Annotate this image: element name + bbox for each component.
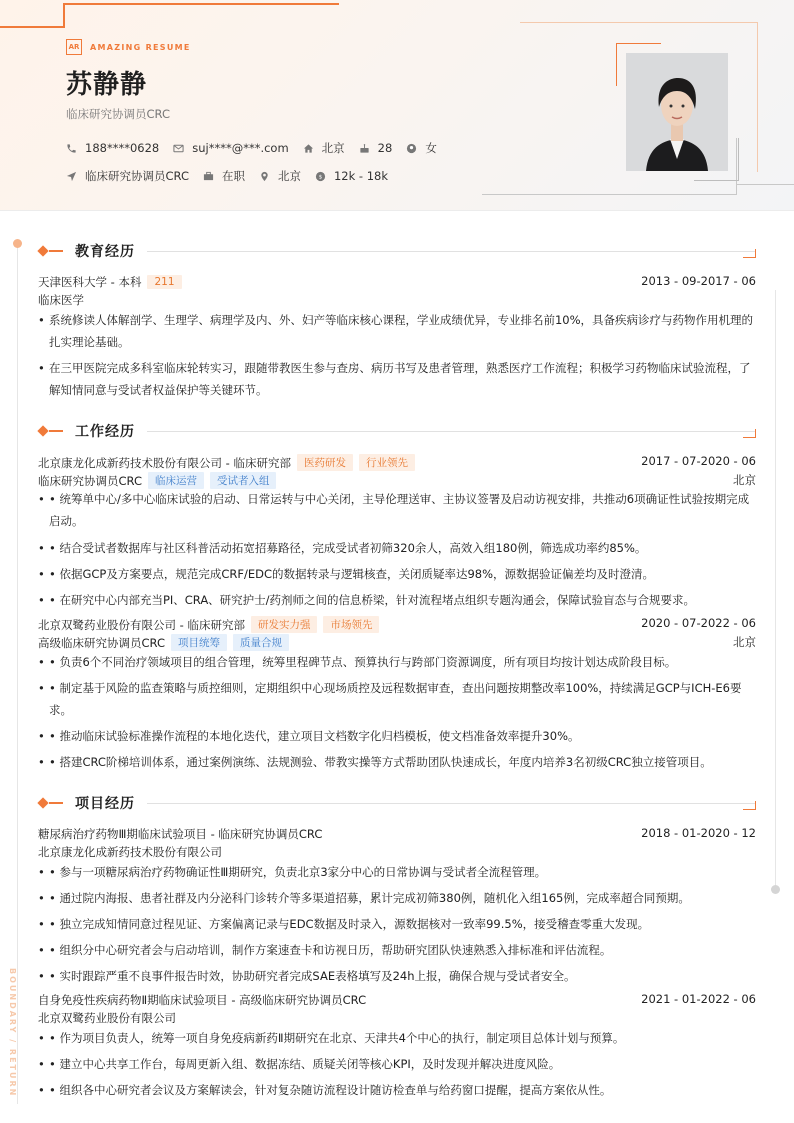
- job-header: [38, 454, 756, 471]
- project-org-row: [38, 844, 756, 860]
- contact-row: [66, 140, 451, 156]
- company-tag: 医药研发: [297, 454, 353, 471]
- role-tag: 质量合规: [233, 634, 289, 651]
- decor-line: [0, 26, 64, 28]
- intent-city: [259, 168, 301, 184]
- project-org: 北京康龙化成新药技术股份有限公司: [38, 845, 222, 859]
- list-item: • • 依据GCP及方案要点，规范完成CRF/EDC的数据转录与逻辑核查，关闭质疑率达98%，源数据验证偏差均及时澄清。: [38, 567, 655, 581]
- project-date: 2018 - 01-2020 - 12: [641, 826, 756, 840]
- brand: [66, 39, 191, 55]
- intent-row: [66, 168, 402, 184]
- education-row: [38, 274, 756, 290]
- job-city: 北京: [733, 473, 756, 487]
- divider: [147, 431, 755, 432]
- job-role-row: [38, 634, 756, 651]
- job-date: 2017 - 07-2020 - 06: [641, 454, 756, 468]
- diamond-icon: [37, 245, 48, 256]
- job-role: 高级临床研究协调员CRC: [38, 635, 165, 650]
- list-item: • • 独立完成知情同意过程见证、方案偏离记录与EDC数据及时录入，源数据核对一致率99.5%，接受稽查零重大发现。: [38, 917, 650, 931]
- role-tag: 项目统筹: [171, 634, 227, 651]
- list-item: • • 通过院内海报、患者社群及内分泌科门诊转介等多渠道招募，累计完成初筛380例，随机化入组165例，完成率超合同预期。: [38, 891, 690, 905]
- decor-line: [49, 250, 63, 252]
- project-header: [38, 992, 756, 1008]
- list-item: • • 统筹单中心/多中心临床试验的启动、日常运转与中心关闭，主导伦理送审、主协议签署及启动访视安排，共推动6项确证性试验按期完成启动。: [38, 492, 750, 528]
- section-work: [37, 421, 756, 441]
- project-org-row: [38, 1010, 756, 1026]
- phone-text: 188****0628: [85, 141, 160, 155]
- contact-age: [359, 141, 393, 155]
- decor-line: [757, 22, 758, 172]
- intent-status: [203, 168, 245, 184]
- decor-corner: [743, 429, 756, 438]
- job-date: 2020 - 07-2022 - 06: [641, 616, 756, 630]
- list-item: • • 搭建CRC阶梯培训体系，通过案例演练、法规测验、带教实操等方式帮助团队快速成长，年度内培养3名初级CRC独立接管项目。: [38, 755, 712, 769]
- major: 临床医学: [38, 293, 84, 307]
- decor-line: [736, 184, 794, 185]
- company-tag: 研发实力强: [251, 616, 318, 633]
- decor-corner: [743, 801, 756, 810]
- resume-header: [0, 0, 794, 211]
- company-name: 北京康龙化成新药技术股份有限公司 - 临床研究部: [38, 455, 291, 470]
- company-name: 北京双鹭药业股份有限公司 - 临床研究部: [38, 617, 245, 632]
- decor-line: [482, 194, 737, 195]
- job-role: 临床研究协调员CRC: [38, 473, 142, 488]
- list-item: • • 建立中心共享工作台，每周更新入组、数据冻结、质疑关闭等核心KPI，及时发现并解决进度风险。: [38, 1057, 561, 1071]
- contact-phone: [66, 141, 159, 155]
- candidate-title: 临床研究协调员CRC: [66, 107, 170, 121]
- decor-corner: [743, 249, 756, 258]
- contact-home: [303, 140, 345, 156]
- divider: [147, 803, 755, 804]
- list-item: • 系统修读人体解剖学、生理学、病理学及内、外、妇产等临床核心课程，学业成绩优异，专业排名前10%，具备疾病诊疗与药物作用机理的扎实理论基础。: [38, 313, 754, 349]
- candidate-name: 苏静静: [66, 70, 148, 100]
- school-name: 天津医科大学 - 本科: [38, 275, 142, 289]
- gender-icon: [406, 143, 417, 154]
- intent-salary: [315, 169, 388, 183]
- list-item: • 在三甲医院完成多科室临床轮转实习，跟随带教医生参与查房、病历书写及患者管理，熟悉医疗工作流程；积极学习药物临床试验流程，了解知情同意与受试者权益保护等关键环节。: [38, 361, 751, 397]
- brand-logo: AR: [66, 39, 82, 55]
- intent-salary-text: 12k - 18k: [333, 169, 389, 183]
- list-item: • • 在研究中心内部充当PI、CRA、研究护士/药剂师之间的信息桥梁，针对流程堵点组织专题沟通会，保障试验盲态与合规要求。: [38, 593, 696, 607]
- list-item: • • 组织各中心研究者会议及方案解读会，针对复杂随访流程设计随访检查单与给药窗口提醒，提高方案依从性。: [38, 1083, 612, 1097]
- diamond-icon: [37, 797, 48, 808]
- list-item: • • 结合受试者数据库与社区科普活动拓宽招募路径，完成受试者初筛320余人，高效入组180例，筛选成功率约85%。: [38, 541, 647, 555]
- list-item: • • 推动临床试验标准操作流程的本地化迭代，建立项目文档数字化归档模板，使文档准备效率提升30%。: [38, 729, 580, 743]
- timeline-dot: [771, 885, 780, 894]
- section-education: [37, 241, 756, 261]
- decor-line: [520, 22, 758, 23]
- company-tag: 市场领先: [323, 616, 379, 633]
- contact-email: [173, 141, 288, 155]
- age-text: 28: [377, 141, 393, 155]
- intent-status-text: 在职: [221, 169, 245, 183]
- home-text: 北京: [321, 141, 345, 155]
- section-title: 工作经历: [75, 424, 135, 440]
- decor-line: [63, 4, 65, 28]
- phone-icon: [66, 143, 77, 154]
- list-item: • • 参与一项糖尿病治疗药物确证性Ⅲ期研究，负责北京3家分中心的日常协调与受试者全流程管理。: [38, 865, 547, 879]
- list-item: • • 负责6个不同治疗领域项目的组合管理，统筹里程碑节点、预算执行与跨部门资源调度，所有项目均按计划达成阶段目标。: [38, 655, 677, 669]
- briefcase-icon: [203, 171, 214, 182]
- salary-icon: [315, 171, 326, 182]
- school-tag: 211: [147, 275, 181, 289]
- education-major-row: [38, 292, 756, 308]
- section-title: 教育经历: [75, 244, 135, 260]
- svg-text:$: $: [318, 173, 323, 180]
- send-icon: [66, 171, 77, 182]
- side-watermark: BOUNDARY / RETURN: [8, 968, 17, 1098]
- project-date: 2021 - 01-2022 - 06: [641, 992, 756, 1006]
- mail-icon: [173, 143, 184, 154]
- cake-icon: [359, 143, 370, 154]
- brand-text: AMAZING RESUME: [90, 42, 191, 52]
- education-date: 2013 - 09-2017 - 06: [641, 274, 756, 288]
- role-tag: 受试者入组: [210, 472, 277, 489]
- job-role-row: [38, 472, 756, 489]
- timeline-line: [17, 244, 18, 1104]
- timeline-line: [775, 290, 776, 888]
- job-city: 北京: [733, 635, 756, 649]
- project-name: 自身免疫性疾病药物Ⅱ期临床试验项目 - 高级临床研究协调员CRC: [38, 993, 367, 1007]
- location-icon: [259, 171, 270, 182]
- section-title: 项目经历: [75, 796, 135, 812]
- decor-line: [49, 430, 63, 432]
- job-header: [38, 616, 756, 633]
- diamond-icon: [37, 425, 48, 436]
- list-item: • • 组织分中心研究者会与启动培训，制作方案速查卡和访视日历，帮助研究团队快速熟悉入排标准和评估流程。: [38, 943, 612, 957]
- contact-gender: [406, 140, 437, 156]
- role-tag: 临床运营: [148, 472, 204, 489]
- decor-line: [63, 3, 339, 5]
- timeline-dot: [13, 239, 22, 248]
- list-item: • • 实时跟踪严重不良事件报告时效，协助研究者完成SAE表格填写及24h上报，确保合规与受试者安全。: [38, 969, 576, 983]
- intent-position-text: 临床研究协调员CRC: [85, 169, 189, 183]
- intent-position: [66, 168, 189, 184]
- company-tag: 行业领先: [359, 454, 415, 471]
- project-header: [38, 826, 756, 842]
- email-text: suj****@***.com: [192, 141, 289, 155]
- photo-frame: [694, 138, 739, 181]
- decor-line: [49, 802, 63, 804]
- intent-city-text: 北京: [277, 169, 301, 183]
- project-name: 糖尿病治疗药物Ⅲ期临床试验项目 - 临床研究协调员CRC: [38, 827, 323, 841]
- list-item: • • 制定基于风险的监查策略与质控细则，定期组织中心现场质控及远程数据审查，查出问题按期整改率100%，持续满足GCP与ICH-E6要求。: [38, 681, 742, 717]
- divider: [147, 251, 755, 252]
- list-item: • • 作为项目负责人，统筹一项自身免疫病新药Ⅱ期研究在北京、天津共4个中心的执行，制定项目总体计划与预算。: [38, 1031, 625, 1045]
- home-icon: [303, 143, 314, 154]
- section-projects: [37, 793, 756, 813]
- project-org: 北京双鹭药业股份有限公司: [38, 1011, 176, 1025]
- gender-text: 女: [425, 141, 437, 155]
